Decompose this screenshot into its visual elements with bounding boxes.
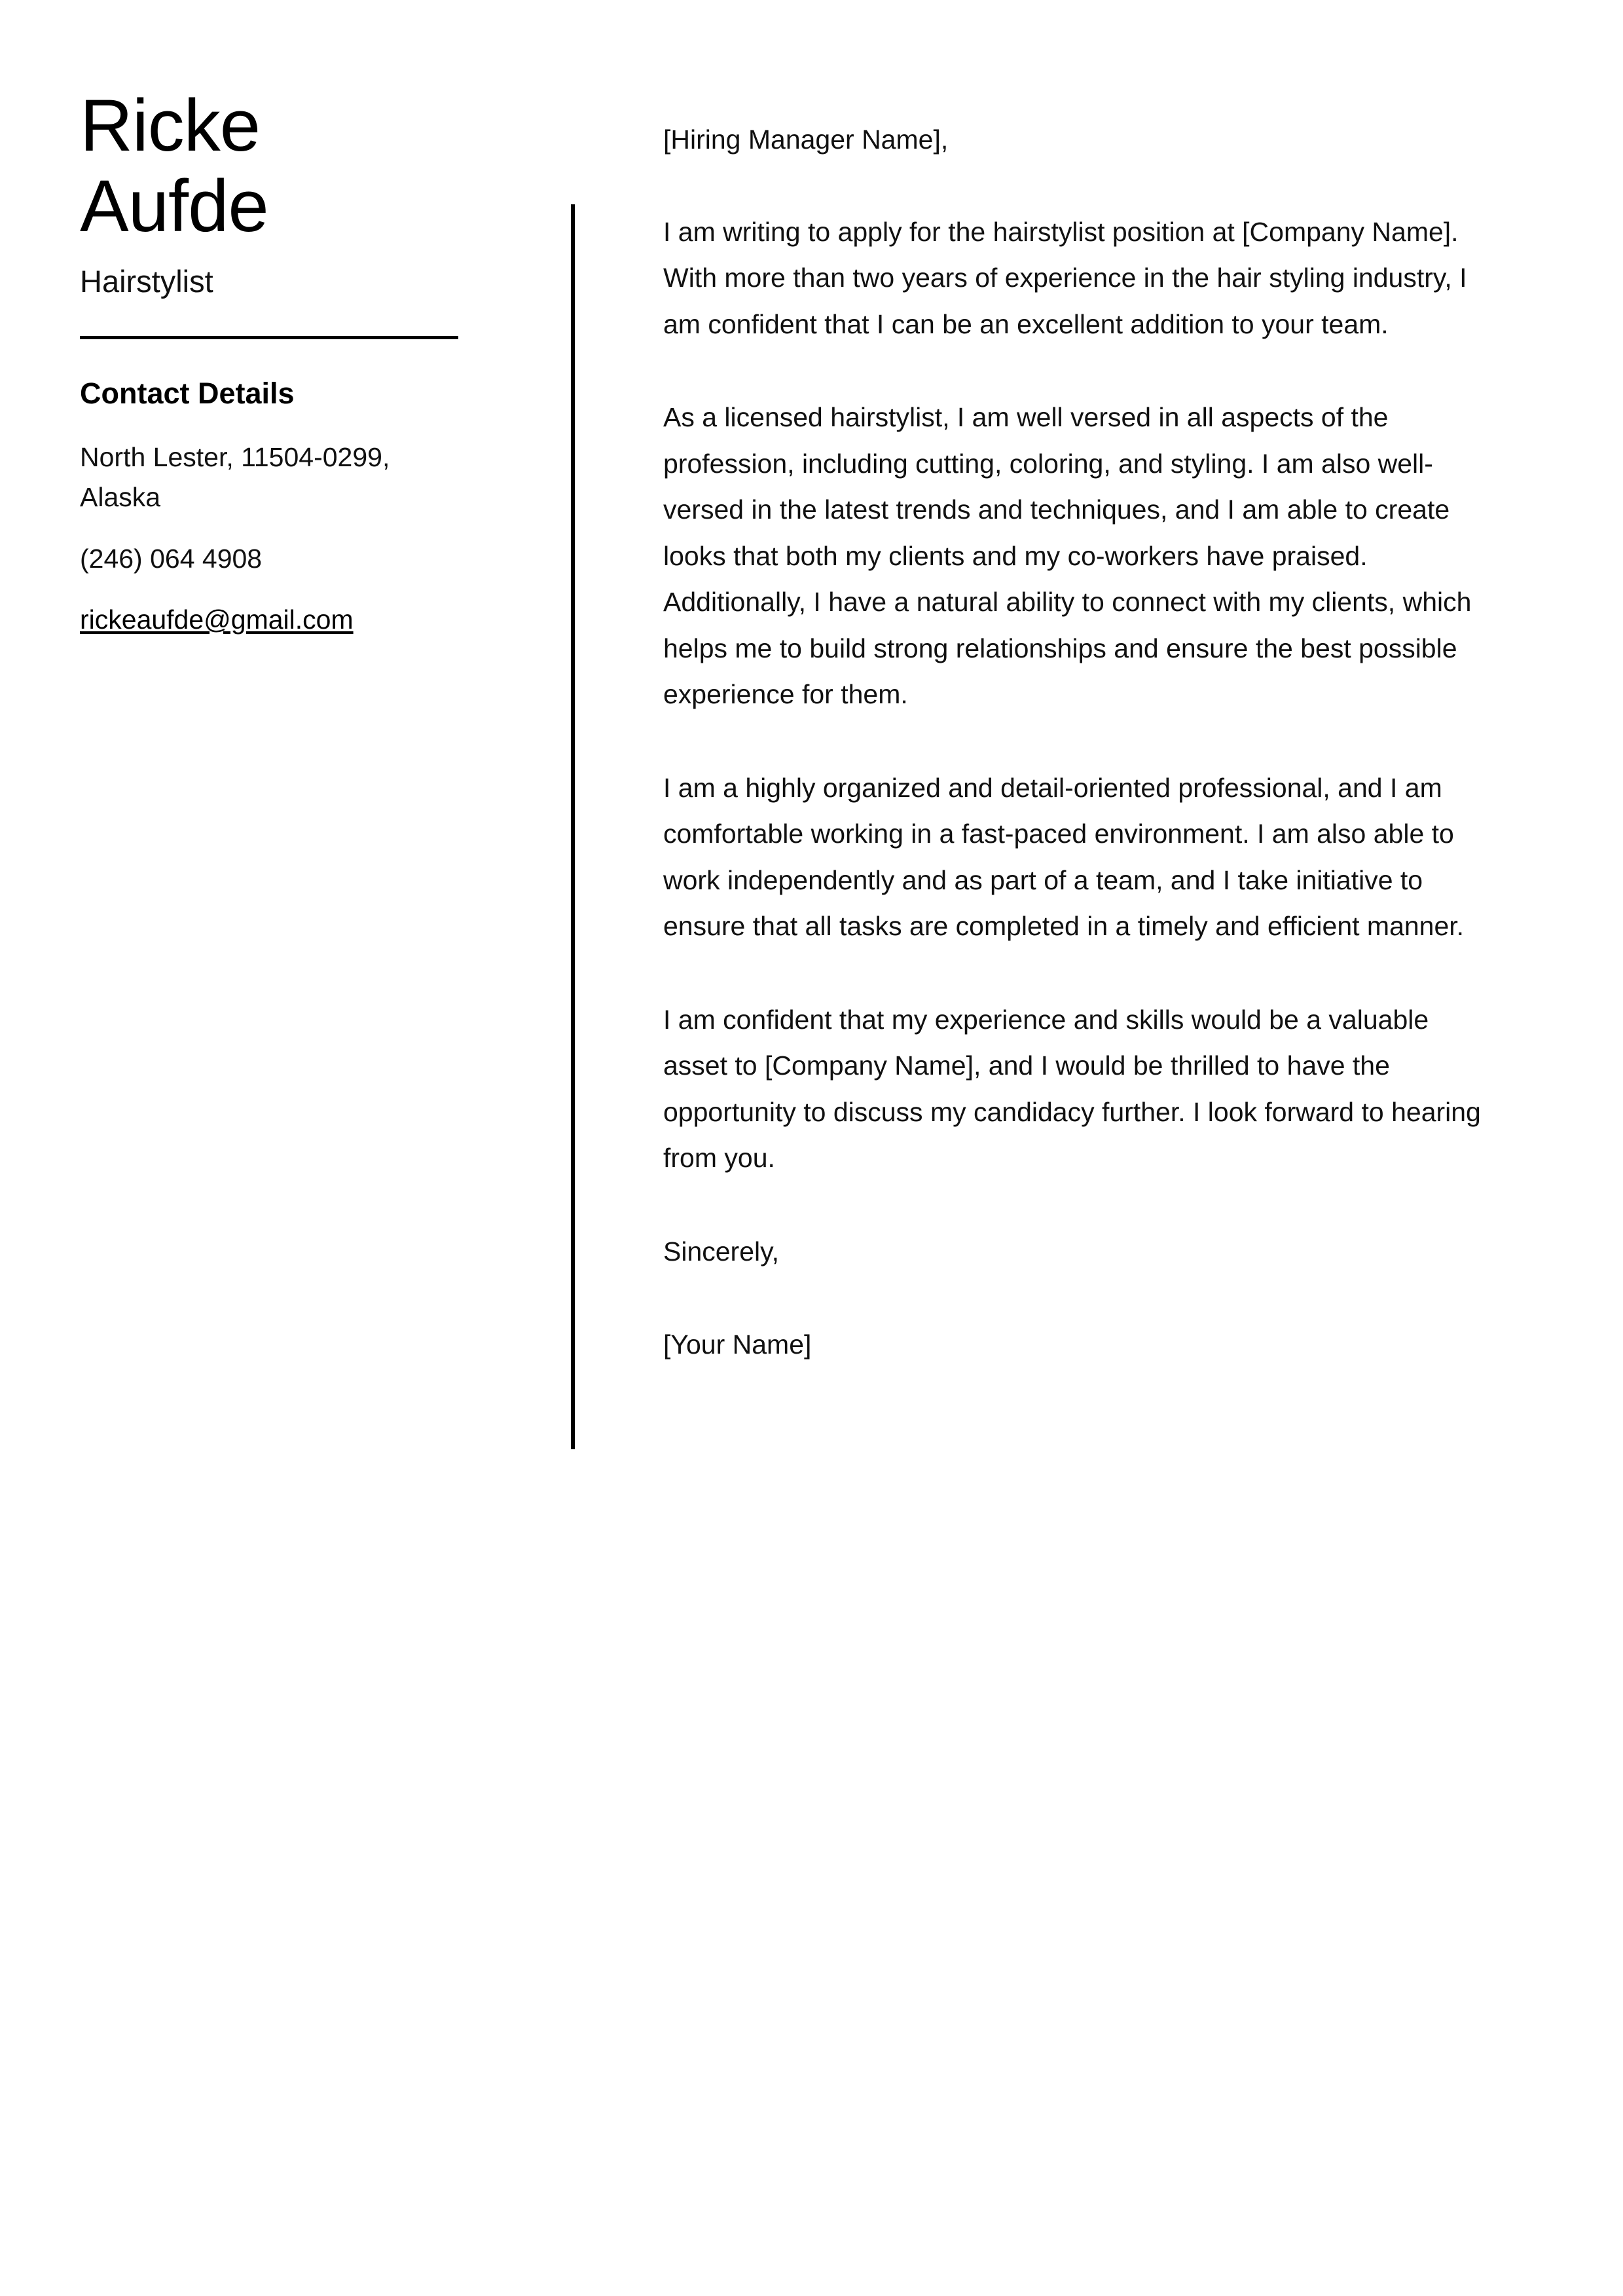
letter-body bbox=[663, 117, 1482, 1368]
letter-paragraph-4: I am confident that my experience and skills would be a valuable asset to [Company Name], and I would be thrilled to have the opportunity to discuss my candidacy further. I look forward to hearing from you. bbox=[663, 1004, 1481, 1174]
contact-email-link[interactable]: rickeaufde@gmail.com bbox=[80, 604, 354, 635]
letter-paragraph-1: I am writing to apply for the hairstylist position at [Company Name]. With more than two years of experience in the hair styling industry, I am confident that I can be an excellent addition to your team. bbox=[663, 216, 1467, 339]
letter-paragraph-3: I am a highly organized and detail-oriented professional, and I am comfortable working in a fast-paced environment. I am also able to work independently and as part of a team, and I take initiative to ensure that all tasks are completed in a timely and efficient manner. bbox=[663, 772, 1465, 942]
sidebar bbox=[80, 85, 486, 640]
letter-salutation: [Hiring Manager Name], bbox=[663, 124, 949, 155]
contact-details-list bbox=[80, 437, 486, 640]
letter-paragraph-2: As a licensed hairstylist, I am well versed in all aspects of the profession, including cutting, coloring, and styling. I am also well-versed in the latest trends and techniques, and I am able to create looks that both my clients and my co-workers have praised. Additionally, I have a natural ability to connect with my clients, which helps me to build strong relationships and ensure the best possible experience for them. bbox=[663, 402, 1472, 710]
applicant-name bbox=[80, 85, 486, 246]
letter-closing: Sincerely, bbox=[663, 1236, 779, 1267]
contact-address: North Lester, 11504-0299, Alaska bbox=[80, 441, 390, 513]
job-title: Hairstylist bbox=[80, 264, 213, 299]
sidebar-divider-rule bbox=[80, 336, 458, 339]
contact-details-heading: Contact Details bbox=[80, 376, 295, 410]
first-name: Ricke bbox=[80, 84, 261, 166]
column-divider bbox=[571, 204, 575, 1449]
letter-signature: [Your Name] bbox=[663, 1329, 812, 1360]
last-name: Aufde bbox=[80, 165, 268, 248]
contact-phone[interactable]: (246) 064 4908 bbox=[80, 543, 263, 574]
